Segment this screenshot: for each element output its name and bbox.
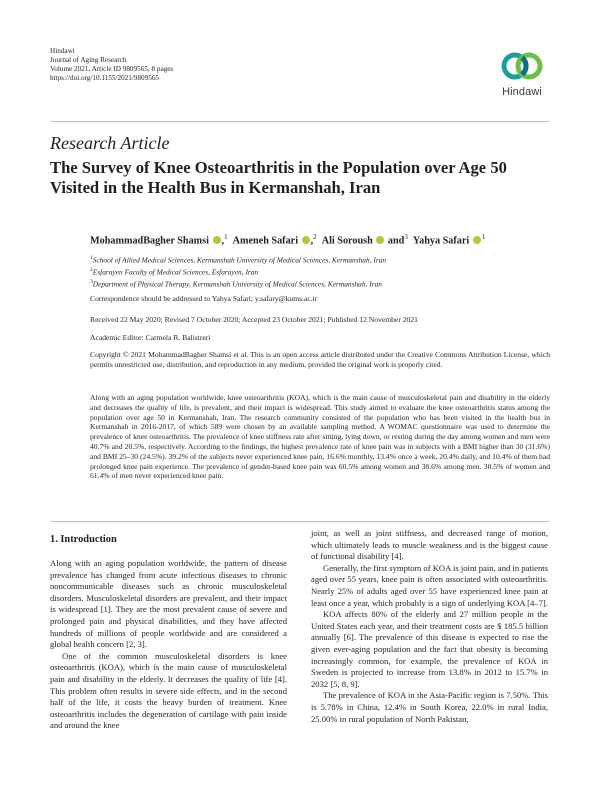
affiliation-text: Esfarayen Faculty of Medical Sciences, Esfarayen, Iran <box>92 267 259 277</box>
copyright-notice: Copyright © 2021 MohammadBagher Shamsi et al. This is an open access article distributed under the Creative Commons Attribution License, which permits unrestricted use, distribution, and reproduction in any medium, provided the original work is properly cited. <box>90 350 550 369</box>
author-name: Yahya Safari <box>412 235 470 247</box>
orcid-icon[interactable] <box>376 236 384 244</box>
orcid-icon[interactable] <box>473 236 481 244</box>
body-paragraph: joint, as well as joint stiffness, and decreased range of motion, which ultimately leads to muscle weakness and is the biggest cause of functional disability [4]. <box>311 528 548 562</box>
correspondence: Correspondence should be addressed to Yahya Safari; y.safary@kums.ac.ir <box>90 294 318 303</box>
logo-text: Hindawi <box>502 86 542 98</box>
hindawi-logo <box>494 48 550 98</box>
affiliation-sup: 3 <box>90 279 93 285</box>
section-heading: 1. Introduction <box>50 534 117 545</box>
affiliation-sup: 1 <box>90 255 93 261</box>
author-affil-sup: 1 <box>481 233 486 241</box>
abstract-rule <box>50 521 550 522</box>
hindawi-rings-icon <box>500 48 544 84</box>
volume-line: Volume 2021, Article ID 9809565, 8 pages <box>50 65 174 73</box>
author-name: Ali Soroush <box>321 235 373 247</box>
body-paragraph: Generally, the first symptom of KOA is joint pain, and in patients aged over 55 years, knee pain is often associated with osteoarthritis. Nearly 25% of adults aged over 55 have experienced knee pain at least once a year, which probably is a sign of underlying KOA [4–7]. <box>311 562 548 608</box>
author-name: MohammadBagher Shamsi <box>90 235 209 247</box>
affiliation-sup: 2 <box>90 267 93 273</box>
article-dates: Received 22 May 2020; Revised 7 October 2020; Accepted 23 October 2021; Published 12 November 2021 <box>90 315 418 324</box>
orcid-icon[interactable] <box>302 236 310 244</box>
author-list <box>90 233 485 246</box>
affiliation-text: School of Allied Medical Sciences, Kermanshah University of Medical Sciences, Kermanshah, Iran <box>92 255 387 265</box>
journal-name: Journal of Aging Research <box>50 56 127 64</box>
author-affil-sup: 2 <box>313 233 317 241</box>
body-column-right <box>311 528 548 725</box>
article-type: Research Article <box>50 133 170 153</box>
academic-editor: Academic Editor: Carmela R. Balistreri <box>90 333 211 342</box>
abstract: Along with an aging population worldwide, knee osteoarthritis (KOA), which is the main cause of musculoskeletal pain and disability in the elderly and decreases the quality of life, is prevalent, and their impact is widespread. This study aimed to evaluate the knee osteoarthritis status among the population over age 50 in Kermanshah, Iran. The research community consisted of the population who has been visited in the health bus in Kermanshah in 2016-2017, of which 589 were chosen by an available sampling method. A WOMAC questionnaire was used to determine the prevalence of knee osteoarthritis. The prevalence of knee stiffness rate after sitting, lying down, or resting during the day among women and men were 40.7% and 20.5%, respectively. According to the findings, the highest prevalence rate of knee pain was in subjects with a BMI higher than 30 (31.6%) and BMI 25–30 (24.5%). 39.2% of the subjects never experienced knee pain, 16.6% monthly, 13.4% once a week, 20.4% daily, and 10.4% of them had prolonged knee pain experience. The prevalence of gender-based knee pain was 60.5% among women and 38.6% among men. 30.5% of women and 61.4% of men never experienced knee pain. <box>90 393 550 481</box>
affiliation <box>90 265 258 277</box>
author-separator: , <box>221 235 225 247</box>
author-name: Ameneh Safari <box>232 235 299 247</box>
affiliation <box>90 253 386 265</box>
affiliation-text: Department of Physical Therapy, Kermanshah University of Medical Sciences, Kermanshah, Iran <box>92 279 382 289</box>
orcid-icon[interactable] <box>213 236 221 244</box>
doi-link[interactable]: https://doi.org/10.1155/2021/9809565 <box>50 74 160 82</box>
author-separator: , <box>310 235 314 247</box>
body-paragraph: KOA affects 80% of the elderly and 27 million people in the United States each year, and their treatment costs are $ 185.5 billion annually [6]. The prevalence of this disease is expected to rise the given ever-aging population and the fact that obesity is becoming increasingly common, for example, the prevalence of KOA in Sweden is projected to increase from 13.8% in 2012 to 15.7% in 2032 [5, 8, 9]. <box>311 609 548 689</box>
author-affil-sup: 3 <box>404 233 408 241</box>
affiliation <box>90 277 382 289</box>
page-title: The Survey of Knee Osteoarthritis in the Population over Age 50 Visited in the Health Bus in Kermanshah, Iran <box>50 158 507 197</box>
publisher-name: Hindawi <box>50 47 75 55</box>
journal-header <box>50 47 173 83</box>
body-column-left <box>50 533 287 732</box>
body-paragraph: Along with an aging population worldwide, the pattern of disease prevalence has changed from acute infectious diseases to chronic noncommunicable diseases such as chronic musculoskeletal disorders. Musculoskeletal disorders are prevalent, and their impact is widespread [1]. They are the most prevalent cause of severe and prolonged pain and physical disabilities, and they have affected hundreds of millions of people worldwide and are considered a global health concern [2, 3]. <box>50 558 287 650</box>
header-rule <box>50 121 550 122</box>
author-separator: and <box>385 235 405 247</box>
body-paragraph: The prevalence of KOA in the Asia-Pacific region is 7.50%. This is 5.78% in China, 12.4% in South Korea, 22.0% in rural India, 25.00% in rural population of North Pakistan, <box>311 690 548 724</box>
body-paragraph: One of the common musculoskeletal disorders is knee osteoarthritis (KOA), which is the main cause of musculoskeletal pain and disability in the elderly. It decreases the quality of life [4]. This problem often results in severe side effects, and in the second half of the life, it costs the heavy burden of treatment. Knee osteoarthritis includes the degeneration of cartilage with pain inside and around the knee <box>50 650 287 731</box>
author-affil-sup: 1 <box>224 233 228 241</box>
